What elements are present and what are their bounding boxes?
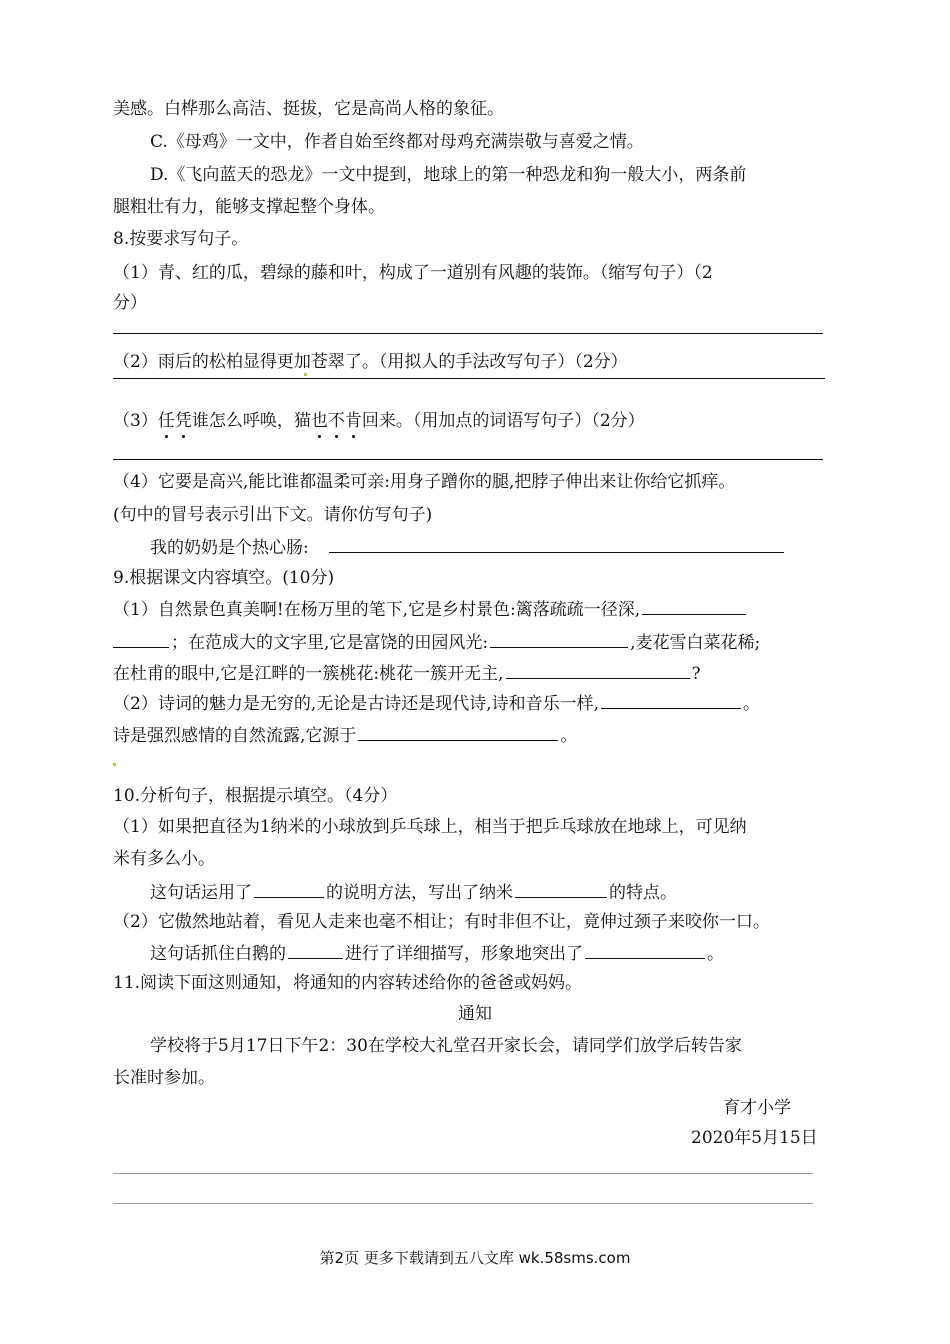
dotted-char: 肯 bbox=[344, 411, 362, 431]
q9-2-line-b bbox=[113, 723, 577, 747]
answer-blank[interactable] bbox=[642, 597, 746, 615]
q9-1-text-c: 在杜甫的眼中,它是江畔的一簇桃花:桃花一簇开无主, bbox=[113, 664, 504, 684]
answer-blank[interactable] bbox=[601, 691, 741, 709]
dotted-char: 凭 bbox=[174, 411, 192, 431]
speck-mark bbox=[304, 373, 307, 376]
q9-2-text-b-end: 。 bbox=[560, 726, 578, 746]
q8-2: （2）雨后的松柏显得更加苍翠了。（用拟人的手法改写句子）（2分） bbox=[113, 352, 628, 372]
q10-1-line-c bbox=[150, 880, 677, 904]
q10-1-line-a: （1）如果把直径为1纳米的小球放到乒乓球上，相当于把乒乓球放在地球上，可见纳 bbox=[113, 817, 747, 837]
q9-1-line-a bbox=[113, 597, 748, 621]
question-11-heading: 11.阅读下面这则通知，将通知的内容转述给你的爸爸或妈妈。 bbox=[113, 973, 583, 993]
q8-3-answer-line[interactable] bbox=[113, 459, 823, 460]
notice-body-a: 学校将于5月17日下午2：30在学校大礼堂召开家长会，请同学们放学后转告家 bbox=[150, 1036, 742, 1056]
answer-blank[interactable] bbox=[506, 661, 690, 679]
dotted-char: 不 bbox=[327, 411, 345, 431]
q10-2-line-a: （2）它傲然地站着，看见人走来也毫不相让；有时非但不让，竟伸过颈子来咬你一口。 bbox=[113, 912, 770, 932]
q11-answer-line-2[interactable] bbox=[113, 1203, 813, 1204]
q8-4-prompt bbox=[150, 535, 786, 559]
q9-1-line-b bbox=[113, 630, 760, 654]
dotted-char: 任 bbox=[157, 411, 175, 431]
q8-3 bbox=[113, 410, 645, 432]
q8-1-answer-line[interactable] bbox=[113, 333, 823, 334]
notice-signature: 育才小学 bbox=[723, 1098, 791, 1118]
option-b-tail: 美感。白桦那么高洁、挺拔，它是高尚人格的象征。 bbox=[113, 99, 504, 119]
q9-1-text-c-end: ? bbox=[691, 664, 701, 684]
q8-4-line-b: (句中的冒号表示引出下文。请你仿写句子) bbox=[113, 505, 433, 525]
q10-2-text-c: 。 bbox=[707, 944, 724, 964]
option-c: C.《母鸡》一文中，作者自始至终都对母鸡充满崇敬与喜爱之情。 bbox=[150, 132, 644, 152]
q8-1-line-b: 分） bbox=[113, 293, 147, 313]
answer-blank[interactable] bbox=[329, 535, 784, 553]
q8-2-answer-line[interactable] bbox=[113, 378, 825, 379]
notice-date: 2020年5月15日 bbox=[691, 1128, 818, 1148]
q9-2-line-a bbox=[113, 691, 760, 715]
q8-4-line-a: （4）它要是高兴,能比谁都温柔可亲:用身子蹭你的腿,把脖子伸出来让你给它抓痒。 bbox=[113, 472, 736, 492]
q9-1-text-b-end: ,麦花雪白菜花稀; bbox=[630, 633, 761, 653]
speck-mark bbox=[113, 763, 116, 766]
dotted-char: 也 bbox=[310, 411, 328, 431]
q10-2-line-b bbox=[150, 941, 724, 965]
answer-blank[interactable] bbox=[113, 630, 169, 648]
page-footer: 第2页 更多下载请到五八文库 wk.58sms.com bbox=[319, 1249, 631, 1267]
answer-blank[interactable] bbox=[490, 630, 628, 648]
q10-2-text-a: 这句话抓住白鹅的 bbox=[150, 944, 286, 964]
question-9-heading: 9.根据课文内容填空。(10分) bbox=[113, 568, 335, 588]
q10-2-text-b: 进行了详细描写，形象地突出了 bbox=[345, 944, 583, 964]
q9-2-text-b: 诗是强烈感情的自然流露,它源于 bbox=[113, 726, 357, 746]
q8-3-middle: 谁怎么呼唤，猫 bbox=[191, 411, 311, 431]
q9-2-text-a: （2）诗词的魅力是无穷的,无论是古诗还是现代诗,诗和音乐一样, bbox=[113, 694, 600, 714]
q9-1-text-b: ；在范成大的文字里,它是富饶的田园风光: bbox=[171, 633, 489, 653]
q10-1-text-b: 的说明方法，写出了纳米 bbox=[326, 883, 513, 903]
q8-3-prefix: （3） bbox=[113, 411, 158, 431]
q11-answer-line-1[interactable] bbox=[113, 1173, 813, 1174]
q10-1-text-c: 的特点。 bbox=[609, 883, 677, 903]
q8-3-suffix: 回来。（用加点的词语写句子）（2分） bbox=[361, 411, 645, 431]
q8-4-prompt-text: 我的奶奶是个热心肠: bbox=[150, 538, 309, 558]
answer-blank[interactable] bbox=[288, 941, 343, 959]
answer-blank[interactable] bbox=[254, 880, 324, 898]
q10-1-line-b: 米有多么小。 bbox=[113, 849, 215, 869]
answer-blank[interactable] bbox=[358, 723, 558, 741]
option-d: D.《飞向蓝天的恐龙》一文中提到，地球上的第一种恐龙和狗一般大小，两条前 bbox=[150, 165, 747, 185]
question-10-heading: 10.分析句子，根据提示填空。（4分） bbox=[113, 786, 398, 806]
option-d-cont: 腿粗壮有力，能够支撑起整个身体。 bbox=[113, 197, 385, 217]
answer-blank[interactable] bbox=[515, 880, 607, 898]
q9-1-text-a: （1）自然景色真美啊!在杨万里的笔下,它是乡村景色:篱落疏疏一径深, bbox=[113, 600, 641, 620]
q10-1-text-a: 这句话运用了 bbox=[150, 883, 252, 903]
notice-body-b: 长准时参加。 bbox=[113, 1068, 215, 1088]
question-8-heading: 8.按要求写句子。 bbox=[113, 229, 249, 249]
notice-title: 通知 bbox=[458, 1004, 492, 1024]
q8-1-line-a: （1）青、红的瓜，碧绿的藤和叶，构成了一道别有风趣的装饰。（缩写句子）（2 bbox=[113, 263, 713, 283]
q9-1-line-c bbox=[113, 661, 701, 685]
answer-blank[interactable] bbox=[585, 941, 705, 959]
q9-2-text-a-end: 。 bbox=[743, 694, 761, 714]
